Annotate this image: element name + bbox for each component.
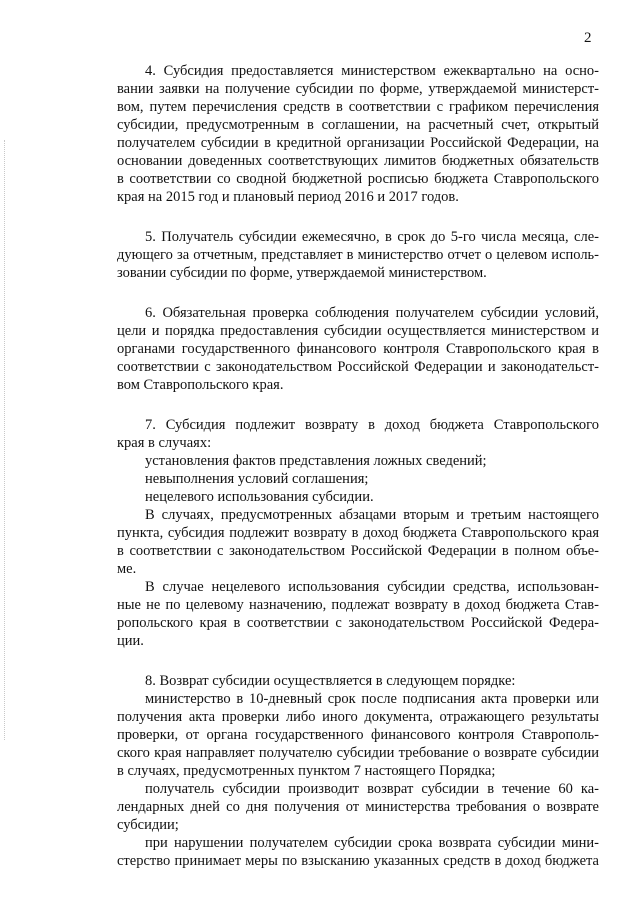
text-line: края в случаях: [117, 435, 212, 451]
text-line: министерство в 10-дневный срок после подписания акта проверки или [145, 691, 599, 707]
text-line: края на 2015 год и плановый период 2016 и 2017 годов. [117, 189, 459, 205]
text-line: 5. Получатель субсидии ежемесячно, в срок до 5-го числа месяца, сле- [145, 229, 599, 245]
text-line: В случае нецелевого использования субсидии средства, использован- [145, 579, 599, 595]
scan-margin-marks [4, 140, 7, 740]
text-line: получения акта проверки либо иного документа, отражающего результаты [117, 709, 599, 725]
paragraph-8 [117, 672, 599, 870]
text-line: 8. Возврат субсидии осуществляется в следующем порядке: [145, 673, 516, 689]
paragraph-7 [117, 416, 599, 650]
list-item: невыполнения условий соглашения; [145, 471, 369, 487]
text-line: соответствии с законодательством Российской Федерации и законодательст- [117, 359, 599, 375]
text-line: вании заявки на получение субсидии по форме, утверждаемой министерст- [117, 81, 599, 97]
text-line: в соответствии с законодательством Российской Федерации в полном объе- [117, 543, 599, 559]
paragraph-5 [117, 228, 599, 282]
text-line: 7. Субсидия подлежит возврату в доход бюджета Ставропольского [145, 417, 599, 433]
text-line: ме. [117, 561, 137, 577]
text-line: 6. Обязательная проверка соблюдения получателем субсидии условий, [145, 305, 599, 321]
text-line: в соответствии со сводной бюджетной росписью бюджета Ставропольского [117, 171, 599, 187]
text-line: субсидии, предусмотренным в соглашении, на расчетный счет, открытый [117, 117, 599, 133]
text-line: получатель субсидии производит возврат субсидии в течение 60 ка- [145, 781, 599, 797]
text-line: цели и порядка предоставления субсидии осуществляется министерством и [117, 323, 599, 339]
text-line: лендарных дней со дня получения от министерства требования о возврате [117, 799, 599, 815]
text-line: вом Ставропольского края. [117, 377, 284, 393]
text-line: получателем субсидии в кредитной организации Российской Федерации, на [117, 135, 599, 151]
text-line: ции. [117, 633, 144, 649]
text-line: дующего за отчетным, представляет в министерство отчет о целевом исполь- [117, 247, 599, 263]
document-body [117, 62, 599, 892]
text-line: ные не по целевому назначению, подлежат возврату в доход бюджета Став- [117, 597, 599, 613]
text-line: стерство принимает меры по взысканию указанных средств в доход бюджета [117, 853, 599, 869]
text-line: ского края направляет получателю субсидии требование о возврате субсидии [117, 745, 599, 761]
text-line: в случаях, предусмотренных пунктом 7 настоящего Порядка; [117, 763, 496, 779]
text-line: зовании субсидии по форме, утверждаемой министерством. [117, 265, 487, 281]
text-line: субсидии; [117, 817, 179, 833]
text-line: вом, путем перечисления средств в соответствии с графиком перечисления [117, 99, 599, 115]
text-line: основании доведенных соответствующих лимитов бюджетных обязательств [117, 153, 599, 169]
text-line: ропольского края в соответствии с законодательством Российской Федера- [117, 615, 599, 631]
list-item: нецелевого использования субсидии. [145, 489, 374, 505]
text-line: В случаях, предусмотренных абзацами вторым и третьим настоящего [145, 507, 599, 523]
list-item: установления фактов представления ложных сведений; [145, 453, 487, 469]
text-line: проверки, от органа государственного финансового контроля Ставрополь- [117, 727, 599, 743]
text-line: при нарушении получателем субсидии срока возврата субсидии мини- [145, 835, 599, 851]
text-line: органами государственного финансового контроля Ставропольского края в [117, 341, 599, 357]
text-line: 4. Субсидия предоставляется министерством ежеквартально на осно- [145, 63, 599, 79]
paragraph-6 [117, 304, 599, 394]
paragraph-4 [117, 62, 599, 206]
text-line: пункта, субсидия подлежит возврату в доход бюджета Ставропольского края [117, 525, 599, 541]
page-number: 2 [584, 30, 592, 46]
